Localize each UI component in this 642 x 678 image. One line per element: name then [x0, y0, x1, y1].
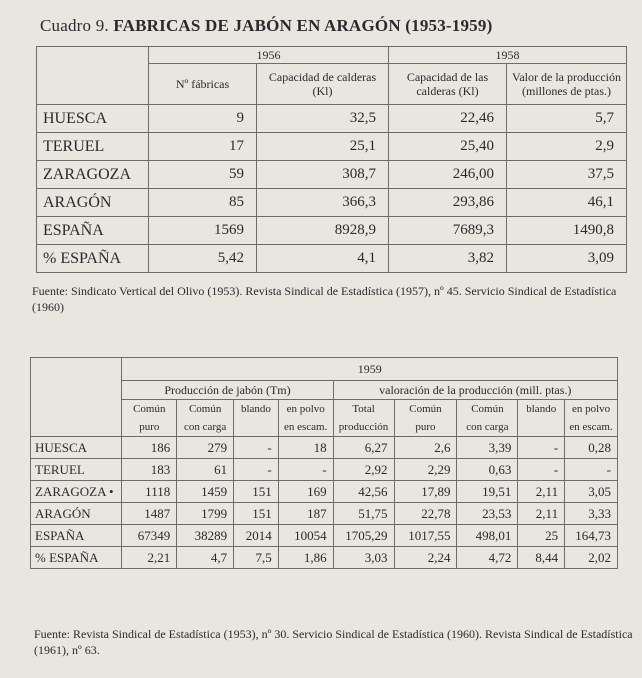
table-cell: 1459 [177, 481, 234, 503]
column-header: Común [457, 400, 518, 419]
table-cell: 151 [234, 481, 279, 503]
table-cell: - [234, 459, 279, 481]
row-label: ESPAÑA [37, 217, 149, 245]
table-row [37, 161, 627, 189]
table-cell: 8,44 [518, 547, 565, 569]
table-cell: 38289 [177, 525, 234, 547]
column-header: Común [394, 400, 457, 419]
table-cell: 25,40 [389, 133, 507, 161]
table-row [37, 133, 627, 161]
table-cell: 8928,9 [257, 217, 389, 245]
row-label: HUESCA [31, 437, 122, 459]
row-label: ZARAGOZA • [31, 481, 122, 503]
table-cell: 2,6 [394, 437, 457, 459]
table-cell: 2,92 [333, 459, 394, 481]
column-header-subline [234, 418, 279, 437]
group-header-production: Producción de jabón (Tm) [122, 381, 333, 400]
table-cell: 1,86 [278, 547, 333, 569]
table-cell: 17 [149, 133, 257, 161]
group-header-valuation: valoración de la producción (mill. ptas.) [333, 381, 617, 400]
row-label: ARAGÓN [31, 503, 122, 525]
row-label: TERUEL [37, 133, 149, 161]
table-cell: 42,56 [333, 481, 394, 503]
table-cell: 23,53 [457, 503, 518, 525]
row-label: ARAGÓN [37, 189, 149, 217]
table-number: Cuadro 9. [40, 16, 109, 35]
corner-cell [37, 47, 149, 105]
column-header-subline: en escam. [565, 418, 618, 437]
column-header: Capacidad de calderas (Kl) [257, 64, 389, 105]
column-header: Nº fábricas [149, 64, 257, 105]
column-header: en polvo [565, 400, 618, 419]
table-cell: 1799 [177, 503, 234, 525]
table-cell: 183 [122, 459, 177, 481]
table-cell: - [518, 459, 565, 481]
table-cell: 67349 [122, 525, 177, 547]
row-label: ESPAÑA [31, 525, 122, 547]
table-cell: 9 [149, 105, 257, 133]
table-cell: 151 [234, 503, 279, 525]
table-cell: 187 [278, 503, 333, 525]
table-cell: - [518, 437, 565, 459]
table-cell: 2,24 [394, 547, 457, 569]
table-cell: 2,11 [518, 481, 565, 503]
row-label: % ESPAÑA [31, 547, 122, 569]
table-row [37, 245, 627, 273]
table-cell: 19,51 [457, 481, 518, 503]
table-cell: 10054 [278, 525, 333, 547]
table-title: FABRICAS DE JABÓN EN ARAGÓN (1953-1959) [113, 16, 493, 35]
table-row [31, 459, 618, 481]
table-cell: - [565, 459, 618, 481]
table1-source-note: Fuente: Sindicato Vertical del Olivo (1953). Revista Sindical de Estadística (1957), nº 45. Servicio Sindical de Estadística (1960) [32, 284, 617, 314]
table-cell: 3,09 [507, 245, 627, 273]
table-cell: 3,39 [457, 437, 518, 459]
table-cell: 3,03 [333, 547, 394, 569]
table-cell: 22,78 [394, 503, 457, 525]
column-header: Total [333, 400, 394, 419]
table-row [31, 481, 618, 503]
year-header: 1956 [149, 47, 389, 64]
table-cell: 4,72 [457, 547, 518, 569]
table-cell: 1017,55 [394, 525, 457, 547]
table-cell: 3,33 [565, 503, 618, 525]
corner-cell [31, 358, 122, 437]
column-header-subline: producción [333, 418, 394, 437]
table-cell: 59 [149, 161, 257, 189]
table-cell: 186 [122, 437, 177, 459]
table-row [37, 105, 627, 133]
table-cell: - [278, 459, 333, 481]
table-cell: 46,1 [507, 189, 627, 217]
table-cell: 61 [177, 459, 234, 481]
table-cell: 1490,8 [507, 217, 627, 245]
table-cell: 22,46 [389, 105, 507, 133]
column-header-subline: con carga [457, 418, 518, 437]
column-header-subline: con carga [177, 418, 234, 437]
table-cell: 3,82 [389, 245, 507, 273]
table-cell: 164,73 [565, 525, 618, 547]
column-header-subline [518, 418, 565, 437]
table-cell: 1118 [122, 481, 177, 503]
table-cell: 5,7 [507, 105, 627, 133]
table-cell: 0,63 [457, 459, 518, 481]
column-header: Común [177, 400, 234, 419]
column-header-subline: en escam. [278, 418, 333, 437]
column-header: Común [122, 400, 177, 419]
table-cell: 279 [177, 437, 234, 459]
table-cell: 7689,3 [389, 217, 507, 245]
soap-production-table-1959 [30, 357, 618, 569]
table-cell: 85 [149, 189, 257, 217]
year-header: 1958 [389, 47, 627, 64]
column-header-subline: puro [122, 418, 177, 437]
table-cell: 1487 [122, 503, 177, 525]
table-cell: 2,9 [507, 133, 627, 161]
column-header: blando [234, 400, 279, 419]
table-cell: 2014 [234, 525, 279, 547]
table-cell: 293,86 [389, 189, 507, 217]
table-row [37, 217, 627, 245]
row-label: % ESPAÑA [37, 245, 149, 273]
column-header-subline: puro [394, 418, 457, 437]
table-cell: 308,7 [257, 161, 389, 189]
table-cell: 2,29 [394, 459, 457, 481]
table-cell: 1705,29 [333, 525, 394, 547]
row-label: TERUEL [31, 459, 122, 481]
table-row [31, 437, 618, 459]
table-cell: 1569 [149, 217, 257, 245]
table-cell: 4,1 [257, 245, 389, 273]
table-cell: 32,5 [257, 105, 389, 133]
table-cell: 498,01 [457, 525, 518, 547]
year-header: 1959 [122, 358, 618, 381]
table-cell: 246,00 [389, 161, 507, 189]
table2-source-note: Fuente: Revista Sindical de Estadística (1953), nº 30. Servicio Sindical de Estadística (1960). Revista Sindical de Estadística (1961), nº 63. [34, 627, 633, 657]
table-row [31, 503, 618, 525]
table-cell: 25,1 [257, 133, 389, 161]
table-header-years [37, 47, 627, 64]
table-cell: 169 [278, 481, 333, 503]
table-cell: - [234, 437, 279, 459]
table-cell: 6,27 [333, 437, 394, 459]
column-header: blando [518, 400, 565, 419]
column-header: Capacidad de las calderas (Kl) [389, 64, 507, 105]
table-row [31, 525, 618, 547]
table-cell: 51,75 [333, 503, 394, 525]
column-header: Valor de la producción (millones de ptas.) [507, 64, 627, 105]
row-label: ZARAGOZA [37, 161, 149, 189]
page-title [40, 16, 492, 36]
table-cell: 37,5 [507, 161, 627, 189]
table-cell: 5,42 [149, 245, 257, 273]
soap-factories-table-1956-1958 [36, 46, 627, 273]
table-row [37, 189, 627, 217]
table-cell: 0,28 [565, 437, 618, 459]
table-cell: 17,89 [394, 481, 457, 503]
table-cell: 3,05 [565, 481, 618, 503]
table-header-year [31, 358, 618, 381]
table-cell: 25 [518, 525, 565, 547]
table-cell: 18 [278, 437, 333, 459]
column-header: en polvo [278, 400, 333, 419]
table-cell: 2,02 [565, 547, 618, 569]
table-cell: 2,11 [518, 503, 565, 525]
table-cell: 2,21 [122, 547, 177, 569]
table-row [31, 547, 618, 569]
table-cell: 366,3 [257, 189, 389, 217]
table-cell: 7,5 [234, 547, 279, 569]
table-cell: 4,7 [177, 547, 234, 569]
row-label: HUESCA [37, 105, 149, 133]
